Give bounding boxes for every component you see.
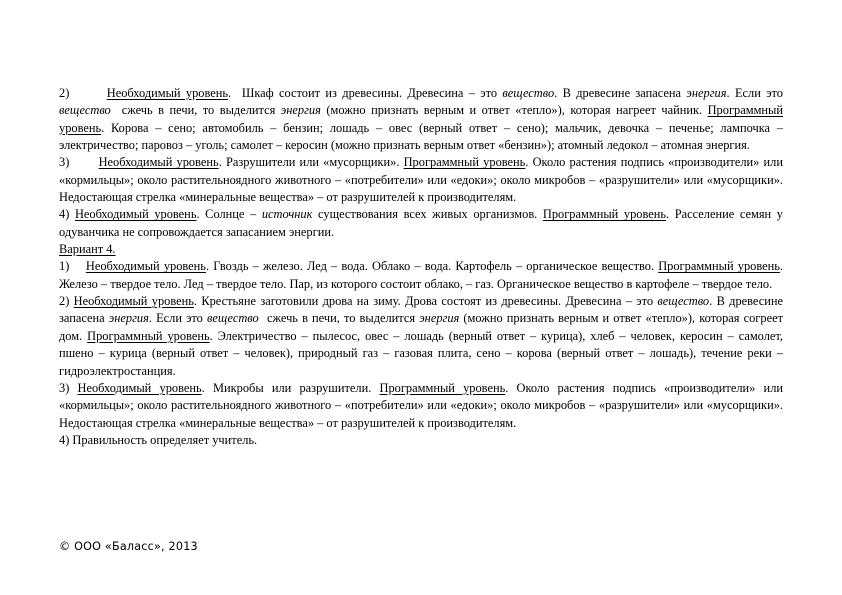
text-run: 3) <box>59 380 78 395</box>
text-run: . Гвоздь – железо. Лед – вода. Облако – вода. Картофель – органическое вещество. <box>205 259 659 274</box>
italic-term: энергия <box>419 311 460 326</box>
text-run: . Солнце – <box>196 207 262 222</box>
text-run: сжечь в печи, то выделится <box>258 311 420 326</box>
text-run: существования всех живых организмов. <box>312 207 543 222</box>
text-run: . Шкаф состоит из древесины. Древесина – это <box>228 86 503 100</box>
underlined-term: Программный уровень <box>87 328 210 343</box>
text-run: 2) <box>59 86 70 100</box>
text-run: . Крестьяне заготовили дрова на зиму. Дрова состоят из древесины. Древесина – это <box>193 294 658 309</box>
text-run: . Около растения подпись «производители» или «кормильцы»; около растительноядного животного – «потребители» или «едоки»; около микробов – «разрушители» или «мусорщики». Недостающая стрелка «минеральные вещества» – от разрушителей к производителям. <box>59 155 783 205</box>
text-run: . Микробы или разрушители. <box>201 380 380 395</box>
text-run: . Если это <box>726 86 783 100</box>
text-run: 4) <box>59 207 75 222</box>
text-run: 1) <box>59 259 70 274</box>
text-run: 2) <box>59 294 74 309</box>
paragraph-p7 <box>59 380 783 432</box>
paragraph-p4 <box>59 241 783 258</box>
text-run <box>69 155 98 169</box>
text-run: . Железо – твердое тело. Лед – твердое тело. Пар, из которого состоит облако, – газ. Органическое вещество в картофеле – твердое тело. <box>59 259 784 291</box>
underlined-term: Необходимый уровень <box>98 155 219 170</box>
copyright-footer: © ООО «Баласс», 2013 <box>59 540 198 553</box>
text-run <box>69 259 86 273</box>
underlined-term: Программный уровень <box>542 207 667 222</box>
italic-term: источник <box>261 207 313 222</box>
italic-term: вещество <box>59 103 111 118</box>
text-run: 3) <box>59 155 70 170</box>
text-run: . Корова – сено; автомобиль – бензин; лошадь – овес (верный ответ – сено); мальчик, девочка – печенье; лампочка – электричество; паровоз – уголь; самолет – керосин (можно признать верным ответ «бензин»); атомный ледокол – атомная энергия. <box>59 120 783 153</box>
underlined-term: Необходимый уровень <box>106 86 229 100</box>
text-run: . Разрушители или «мусорщики». <box>218 155 404 170</box>
underlined-term: Необходимый уровень <box>77 380 202 395</box>
italic-term: энергия <box>108 311 149 326</box>
underlined-term: Необходимый уровень <box>74 207 197 222</box>
paragraph-p2 <box>59 154 783 206</box>
document-body <box>59 85 783 449</box>
text-run: . Если это <box>148 311 207 326</box>
text-run: (можно признать верным и ответ «тепло»), которая согреет дом. <box>59 311 783 343</box>
underlined-term: Программный уровень <box>379 380 506 395</box>
paragraph-p3 <box>59 206 783 241</box>
paragraph-p1 <box>59 85 783 154</box>
text-run: (можно признать верным и ответ «тепло»), которая нагреет чайник. <box>320 103 708 118</box>
underlined-term: Программный уровень <box>658 259 780 274</box>
text-run: . Электричество – пылесос, овес – лошадь (верный ответ – курица), хлеб – человек, керосин – самолет, пшено – курица (верный ответ – человек), природный газ – газовая плита, сено – корова (верный ответ – лошадь), течение реки – гидроэлектростанция. <box>59 328 783 378</box>
underlined-term: Программный уровень <box>403 155 526 170</box>
text-run: . В древесине запасена <box>554 86 687 100</box>
text-run <box>69 86 106 100</box>
text-run: сжечь в печи, то выделится <box>110 103 281 118</box>
italic-term: энергия <box>686 86 727 100</box>
italic-term: вещество <box>657 294 710 309</box>
text-run: . В древесине запасена <box>59 294 784 326</box>
italic-term: энергия <box>280 103 321 118</box>
underlined-term: Программный уровень <box>59 103 783 135</box>
italic-term: вещество <box>502 86 555 100</box>
paragraph-p6 <box>59 293 783 380</box>
paragraph-p5 <box>59 258 783 293</box>
underlined-term: Необходимый уровень <box>85 259 206 274</box>
underlined-term: Вариант 4. <box>59 242 116 257</box>
italic-term: вещество <box>206 311 259 326</box>
text-run: 4) Правильность определяет учитель. <box>59 432 258 447</box>
paragraph-p8 <box>59 432 783 449</box>
underlined-term: Необходимый уровень <box>73 294 194 309</box>
text-run: . Около растения подпись «производители» или «кормильцы»; около растительноядного животного – «потребители» или «едоки»; около микробов – «разрушители» или «мусорщики». Недостающая стрелка «минеральные вещества» – от разрушителей к производителям. <box>59 380 784 430</box>
text-run: . Расселение семян у одуванчика не сопровождается запасанием энергии. <box>59 207 783 239</box>
